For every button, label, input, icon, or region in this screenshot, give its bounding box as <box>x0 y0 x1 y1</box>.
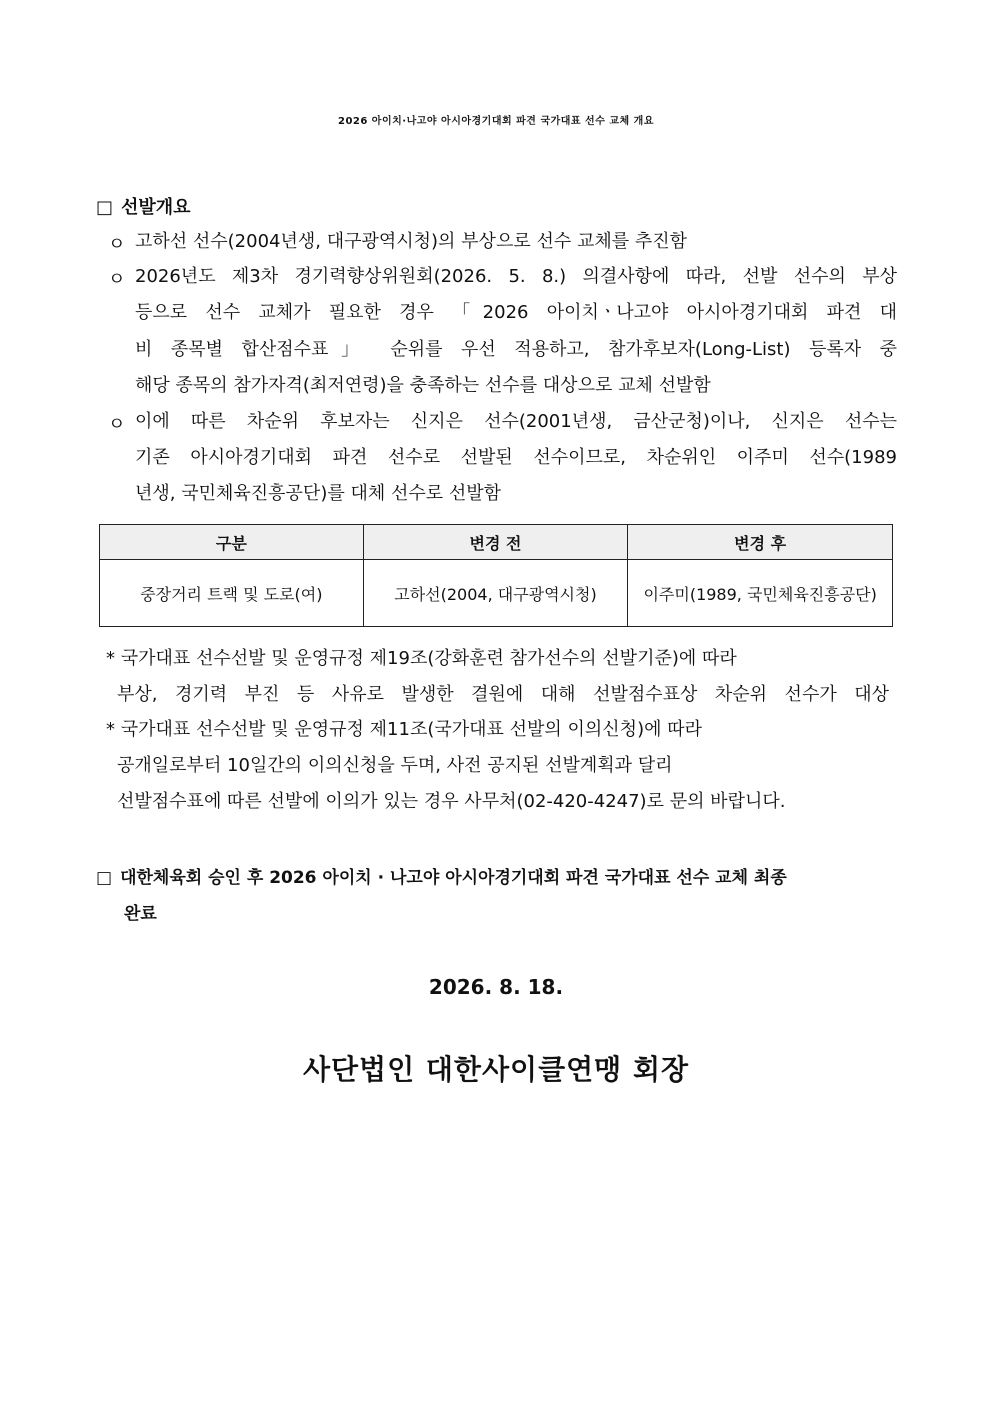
bullet-line: 기존 아시아경기대회 파견 선수로 선발된 선수이므로, 차순위인 이주미 선수(1989 <box>135 447 897 468</box>
section-heading-continuation: 완료 <box>124 904 157 924</box>
checkbox-square-icon: □ <box>96 868 113 888</box>
bullet-circle-icon: ㅇ <box>108 234 126 255</box>
table-header-before: 변경 전 <box>363 525 628 560</box>
table-cell-before: 고하선(2004, 대구광역시청) <box>363 560 628 627</box>
document-title: 2026 아이치·나고야 아시아경기대회 파견 국가대표 선수 교체 개요 <box>337 116 654 127</box>
note-line: * 국가대표 선수선발 및 운영규정 제19조(강화훈련 참가선수의 선발기준)에 따라 <box>106 648 737 669</box>
bullet-line: 년생, 국민체육진흥공단)를 대체 선수로 선발함 <box>135 483 502 504</box>
document-date: 2026. 8. 18. <box>428 975 564 999</box>
bullet-line: 해당 종목의 참가자격(최저연령)을 충족하는 선수를 대상으로 교체 선발함 <box>135 375 711 396</box>
issuing-organization: 사단법인 대한사이클연맹 회장 <box>302 1053 690 1086</box>
replacement-table <box>99 524 893 627</box>
section-heading-selection <box>96 193 191 219</box>
bullet-line: 고하선 선수(2004년생, 대구광역시청)의 부상으로 선수 교체를 추진함 <box>135 231 687 252</box>
table-cell-category: 중장거리 트랙 및 도로(여) <box>100 560 364 627</box>
note-line: 공개일로부터 10일간의 이의신청을 두며, 사전 공지된 선발계획과 달리 <box>117 755 673 776</box>
note-line: 선발점수표에 따른 선발에 이의가 있는 경우 사무처(02-420-4247)로 문의 바랍니다. <box>117 791 786 812</box>
bullet-line: 이에 따른 차순위 후보자는 신지은 선수(2001년생, 금산군청)이나, 신지은 선수는 <box>135 411 897 432</box>
bullet-line: 비 종목별 합산점수표」 순위를 우선 적용하고, 참가후보자(Long-List) 등록자 중 <box>135 339 897 360</box>
table-row <box>100 560 893 627</box>
table-header-after: 변경 후 <box>628 525 893 560</box>
note-line: 부상, 경기력 부진 등 사유로 발생한 결원에 대해 선발점수표상 차순위 선수가 대상 <box>117 684 889 705</box>
checkbox-square-icon: □ <box>96 197 114 218</box>
table-cell-after: 이주미(1989, 국민체육진흥공단) <box>628 560 893 627</box>
table-header-category: 구분 <box>100 525 364 560</box>
note-line: * 국가대표 선수선발 및 운영규정 제11조(국가대표 선발의 이의신청)에 따라 <box>106 719 702 740</box>
section-heading-approval <box>96 863 787 888</box>
bullet-line: 등으로 선수 교체가 필요한 경우 「2026 아이치ㆍ나고야 아시아경기대회 파견 대 <box>135 302 897 323</box>
bullet-circle-icon: ㅇ <box>108 269 126 290</box>
section-heading-label: 대한체육회 승인 후 2026 아이치 · 나고야 아시아경기대회 파견 국가대표 선수 교체 최종 <box>120 868 787 888</box>
section-heading-label: 선발개요 <box>121 197 191 218</box>
table-header-row <box>100 525 893 560</box>
bullet-circle-icon: ㅇ <box>108 414 126 435</box>
bullet-line: 2026년도 제3차 경기력향상위원회(2026. 5. 8.) 의결사항에 따라, 선발 선수의 부상 <box>135 266 897 287</box>
